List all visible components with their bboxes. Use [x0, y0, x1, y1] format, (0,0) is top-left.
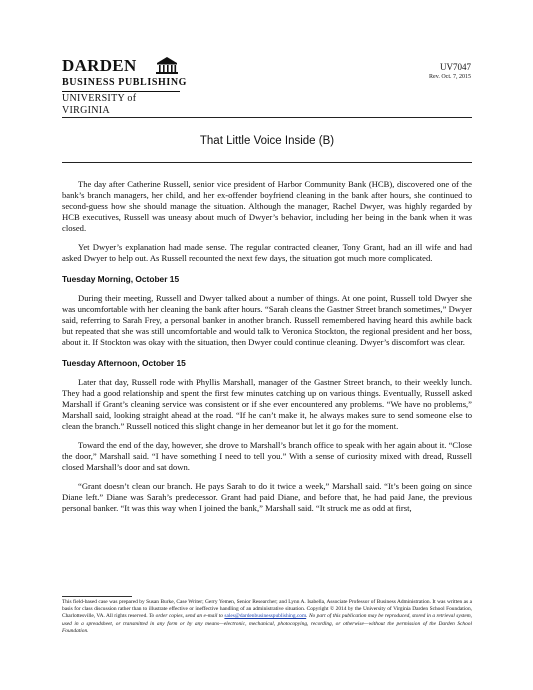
footnote-copyright-text: . No part of this publication may be reproduced, stored in a retrieval system, used in a spreadsheet, or transmitted in any form or by any means—electronic, mechanical, photocopying, recording, or otherwise—without the permission of the Darden School Foundation. [62, 613, 472, 634]
revision-date: Rev. Oct. 7, 2015 [429, 74, 471, 80]
footnote-order-text: To order copies, send an e-mail to [149, 613, 223, 620]
sales-email-link[interactable]: sales@dardenbusinesspublishing.com [224, 613, 307, 620]
footnote-rule [62, 596, 132, 597]
logo-business-publishing: BUSINESS PUBLISHING [62, 77, 188, 88]
section-heading: Tuesday Afternoon, October 15 [62, 358, 186, 368]
darden-logo [62, 56, 222, 117]
rotunda-icon [155, 56, 179, 74]
logo-darden-text: DARDEN [62, 56, 137, 75]
title-rule-bottom [62, 162, 472, 163]
logo-university: UNIVERSITY of VIRGINIA [62, 91, 180, 117]
paragraph: The day after Catherine Russell, senior vice president of Harbor Community Bank (HCB), discovered one of the bank’s branch managers, her child, and her ex-offender boyfriend cleaning in the bank after hours, she continued to second-guess how she should manage the situation. Although the manager, Rachel Dwyer, was highly regarded by HCB executives, Russell was uneasy about much of Dwyer’s behavior, including her being in the bank when it was closed. [62, 179, 472, 233]
case-number: UV7047 [440, 62, 471, 72]
paragraph: “Grant doesn’t clean our branch. He pays Sarah to do it twice a week,” Marshall said. “It’s been going on since Diane left.” Diane was Sarah’s predecessor. Grant had paid Diane, and before that, he had paid Jane, the previous personal banker. “It was this way when I joined the bank,” Marshall said. “It struck me as odd at first, [62, 481, 472, 513]
section-heading: Tuesday Morning, October 15 [62, 274, 180, 284]
case-identifier [429, 62, 471, 81]
paragraph: During their meeting, Russell and Dwyer talked about a number of things. At one point, Russell told Dwyer she was uncomfortable with her cleaning the bank after hours. “Sarah cleans the Gastner Street branch sometimes,” Dwyer said, referring to Sarah Frey, a personal banker in another branch. Russell remembered having heard this awhile back but repeated that she was still uncomfortable and would talk to Veronica Stockton, the regional president and her boss, about it. If Stockton was okay with the situation, then Dwyer could continue cleaning. Dwyer’s discomfort was clear. [62, 293, 472, 347]
document-body [62, 179, 472, 522]
footnote [62, 599, 472, 635]
footnote-text: This field-based case was prepared by Susan Burke, Case Writer; Gerry Yemen, Senior Researcher; and Lynn A. Isabella, Associate Professor of Business Administration. It was written as a basis for class discussion rather than to illustrate effective or ineffective handling of an administrative situation. Copyright © 2014 by the University of Virginia Darden School Foundation, Charlottesville, VA. All rights reserved. [62, 599, 472, 620]
paragraph: Yet Dwyer’s explanation had made sense. The regular contracted cleaner, Tony Grant, had an ill wife and had asked Dwyer to help out. As Russell recounted the next few days, the situation got much more complicated. [62, 242, 472, 263]
document-title: That Little Voice Inside (B) [199, 135, 335, 147]
title-rule-top [62, 117, 472, 118]
paragraph: Later that day, Russell rode with Phyllis Marshall, manager of the Gastner Street branch, to their weekly lunch. They had a good relationship and spent the first few minutes catching up on various things. Eventually, Russell asked Marshall if Grant’s cleaning service was consistent or if she ever encountered any problems. “We have no problems,” Marshall said, looking straight ahead at the road. “If he can’t make it, he always makes sure to send someone else to clean the branch.” Russell noticed this slight change in her demeanor but let it go for the moment. [62, 377, 472, 431]
paragraph: Toward the end of the day, however, she drove to Marshall’s branch office to speak with her again about it. “Close the door,” Marshall said. “I have something I need to tell you.” With a sense of curiosity mixed with dread, Russell closed Marshall’s door and sat down. [62, 440, 472, 472]
